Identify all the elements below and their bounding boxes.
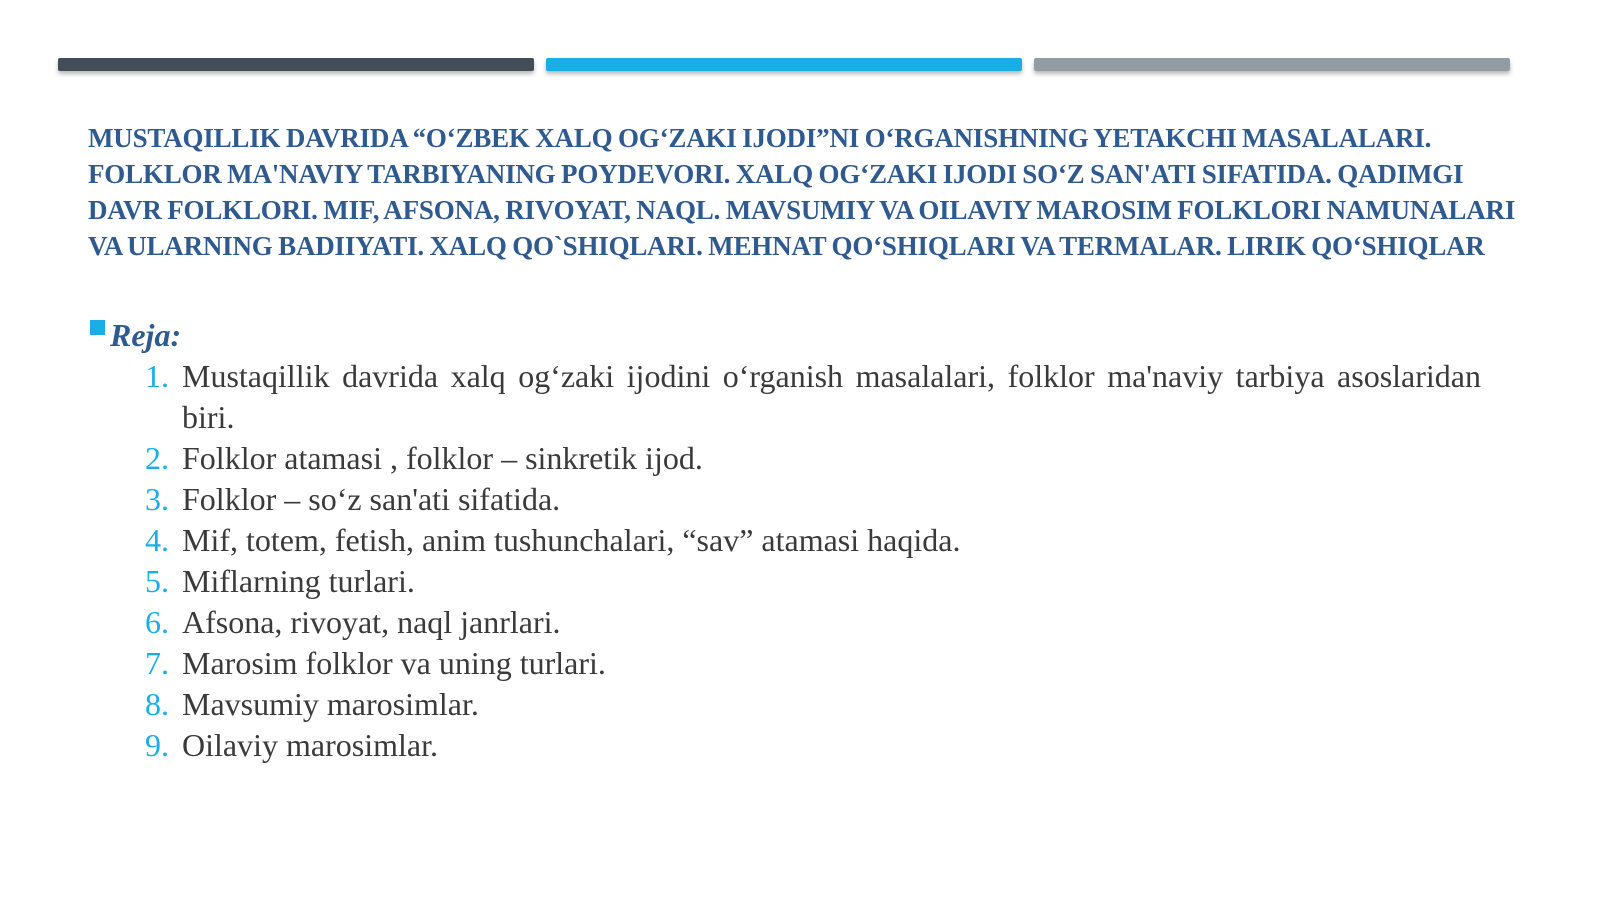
list-item [90, 520, 1481, 561]
item-number: 2. [145, 440, 169, 476]
list-item [90, 356, 1481, 438]
item-number: 3. [145, 481, 169, 517]
list-item [90, 643, 1481, 684]
list-item [90, 725, 1481, 766]
item-text: Marosim folklor va uning turlari. [182, 645, 606, 681]
item-number: 7. [145, 645, 169, 681]
list-item [90, 561, 1481, 602]
decorative-bar-dark [58, 58, 534, 71]
list-item [90, 602, 1481, 643]
item-text: Miflarning turlari. [182, 563, 415, 599]
item-text: Folklor atamasi , folklor – sinkretik ijod. [182, 440, 703, 476]
list-item [90, 479, 1481, 520]
item-text: Folklor – so‘z san'ati sifatida. [182, 481, 561, 517]
item-number: 1. [145, 358, 169, 394]
plan-section [90, 314, 1520, 766]
slide-title: MUSTAQILLIK DAVRIDA “O‘ZBEK XALQ OG‘ZAKI IJODI”NI O‘RGANISHNING YETAKCHI MASALALARI. FOLKLOR MA'NAVIY TARBIYANING POYDEVORI. XALQ OG‘ZAKI IJODI SO‘Z SAN'ATI SIFATIDA. QADIMGI DAVR FOLKLORI. MIF, AFSONA, RIVOYAT, NAQL. MAVSUMIY VA OILAVIY MAROSIM FOLKLORI NAMUNALARI VA ULARNING BADIIYATI. XALQ QO`SHIQLARI. MEHNAT QO‘SHIQLARI VA TERMALAR. LIRIK QO‘SHIQLAR [88, 123, 1516, 261]
item-text: Mif, totem, fetish, anim tushunchalari, “sav” atamasi haqida. [182, 522, 961, 558]
square-bullet-icon [90, 320, 105, 335]
plan-label: Reja: [110, 316, 182, 353]
list-item [90, 438, 1481, 479]
decorative-bar-gray [1034, 58, 1510, 71]
item-text: Oilaviy marosimlar. [182, 727, 438, 763]
plan-heading [90, 314, 1520, 356]
item-number: 6. [145, 604, 169, 640]
item-text: Mavsumiy marosimlar. [182, 686, 479, 722]
list-item [90, 684, 1481, 725]
plan-list [90, 356, 1520, 766]
item-text: Mustaqillik davrida xalq og‘zaki ijodini o‘rganish masalalari, folklor ma'naviy tarbiya asoslaridan biri. [182, 358, 1481, 435]
item-number: 4. [145, 522, 169, 558]
item-number: 5. [145, 563, 169, 599]
decorative-bar-blue [546, 58, 1022, 71]
item-number: 9. [145, 727, 169, 763]
item-text: Afsona, rivoyat, naql janrlari. [182, 604, 561, 640]
header-decorative-bars [58, 58, 1550, 72]
item-number: 8. [145, 686, 169, 722]
